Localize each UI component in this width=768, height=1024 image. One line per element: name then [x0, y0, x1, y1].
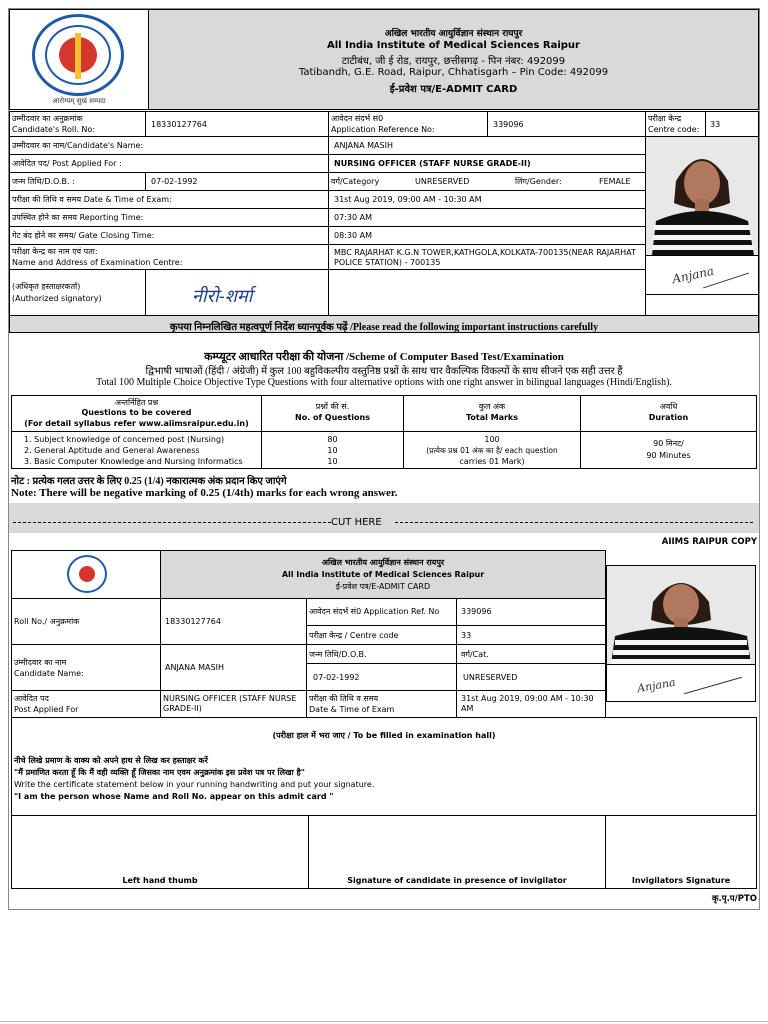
copy-cat-value-cell	[456, 663, 606, 691]
copy-card-title: ई-प्रवेश पत्र/E-ADMIT CARD	[335, 582, 431, 591]
invigilator-signature-label: Invigilators Signature	[631, 876, 731, 885]
copy-appref-value-cell	[456, 598, 606, 626]
copy-dob-value: 07-02-1992	[313, 673, 360, 682]
marks-note-1: (प्रत्येक प्रश्न 01 अंक का है/ each question	[426, 446, 558, 455]
copy-name-label-cell	[11, 644, 161, 691]
copy-date-label-english: Date & Time of Exam	[309, 705, 395, 714]
copy-appref-label-cell	[306, 598, 457, 626]
institute-english-address: Tatibandh, G.E. Road, Raipur, Chhatisgarh – Pin Code: 492099	[298, 67, 609, 78]
name-label: उम्मीदवार का नाम/Candidate's Name:	[12, 141, 144, 150]
cut-line-right	[395, 522, 753, 523]
reporting-label-cell	[9, 208, 329, 227]
logo-motto: आरोग्यम् सुखं सम्पदा	[52, 97, 106, 105]
centre-address-label-english: Name and Address of Examination Centre:	[12, 258, 183, 267]
roll-label-cell	[9, 111, 146, 137]
auth-label-english: (Authorized signatory)	[12, 294, 102, 303]
post-value: NURSING OFFICER (STAFF NURSE GRADE-II)	[334, 159, 531, 168]
reporting-value-cell	[328, 208, 646, 227]
copy-dob-value-cell	[306, 663, 457, 691]
copy-appref-value: 339096	[461, 607, 492, 616]
gate-value: 08:30 AM	[334, 231, 372, 240]
centre-value-cell	[705, 111, 759, 137]
roll-label-hindi: उम्मीदवार का अनुक्रमांक	[12, 114, 83, 123]
post-label: आवेदित पद/ Post Applied For :	[12, 159, 122, 168]
copy-signature-cell	[606, 664, 756, 702]
authorized-signature: नीरो-शर्मा	[192, 286, 253, 307]
institute-hindi-name: अखिल भारतीय आयुर्विज्ञान संस्थान रायपुर	[384, 29, 523, 39]
duration-hindi: 90 मिनट/	[653, 439, 684, 448]
copy-logo-cell	[11, 550, 161, 599]
th-duration-hindi: अवधि	[659, 402, 678, 411]
th-questions-sub: (For detail syllabus refer www.aiimsraipur.edu.in)	[24, 419, 249, 428]
subject-row-1: 1. Subject knowledge of concerned post (Nursing)	[24, 435, 225, 444]
copy-centre-value: 33	[461, 631, 472, 640]
copy-post-value: NURSING OFFICER (STAFF NURSE GRADE-II)	[163, 694, 297, 713]
exam-date-value: 31st Aug 2019, 09:00 AM - 10:30 AM	[334, 195, 482, 204]
td-marks	[403, 431, 581, 469]
copy-date-value-cell	[456, 690, 606, 718]
category-label: वर्ग/Category	[331, 177, 380, 186]
appref-label-hindi: आवेदन संदर्भ सं0	[331, 114, 384, 123]
roll-value: 18330127764	[151, 120, 207, 129]
copy-post-label-hindi: आवेदित पद	[14, 694, 49, 703]
copy-date-label-hindi: परीक्षा की तिथि व समय	[309, 694, 379, 703]
exam-date-label: परीक्षा की तिथि व समय Date & Time of Exam:	[12, 195, 172, 204]
candidate-signature-cell	[645, 255, 759, 295]
copy-appref-label: आवेदन संदर्भ सं0 Application Ref. No	[309, 607, 440, 616]
td-counts	[261, 431, 404, 469]
gate-value-cell	[328, 226, 646, 245]
th-marks-hindi: कुल अंक	[478, 402, 506, 411]
admit-card-title: ई-प्रवेश पत्र/E-ADMIT CARD	[389, 84, 518, 95]
gate-label: गेट बंद होने का समय/ Gate Closing Time:	[12, 231, 155, 240]
exam-date-value-cell	[328, 190, 646, 209]
candidate-signature-label: Signature of candidate in presence of invigilator	[347, 876, 567, 885]
note-english: Note: There will be negative marking of 0.25 (1/4th) marks for each wrong answer.	[11, 487, 398, 499]
copy-name-value: ANJANA MASIH	[165, 663, 224, 672]
category-gender-cell	[328, 172, 646, 191]
roll-value-cell	[145, 111, 329, 137]
scheme-hindi: द्विभाषी भाषाओं (हिंदी / अंग्रेजी) में कुल 100 बहुविकल्पीय वस्तुनिष्ठ प्रश्नों के साथ चार वैकल्पिक विकल्पों के साथ सीजने एक सही उत्तर हैं	[145, 366, 623, 377]
candidate-signature: Anjana	[671, 263, 716, 287]
th-marks	[403, 395, 581, 432]
centre-value: 33	[710, 120, 721, 129]
copy-date-label-cell	[306, 690, 457, 718]
certificate-block	[11, 717, 757, 816]
copy-aiims-logo-icon	[67, 555, 107, 593]
copy-centre-value-cell	[456, 625, 606, 645]
copy-cat-label: वर्ग/Cat.	[461, 650, 489, 659]
instructions-banner	[9, 315, 759, 333]
category-value: UNRESERVED	[415, 177, 470, 186]
copy-name-label-hindi: उम्मीदवार का नाम	[14, 658, 67, 667]
certificate-english-1: Write the certificate statement below in your running handwriting and put your signature.	[14, 780, 375, 789]
subject-row-2: 2. General Aptitude and General Awareness	[24, 446, 200, 455]
copy-name-label-english: Candidate Name:	[14, 669, 84, 678]
copy-label: AIIMS RAIPUR COPY	[661, 537, 757, 547]
reporting-value: 07:30 AM	[334, 213, 372, 222]
centre-address-value-cell	[328, 244, 646, 270]
note-hindi: नोट : प्रत्येक गलत उत्तर के लिए 0.25 (1/4) नकारात्मक अंक प्रदान किए जाएंगे	[11, 476, 287, 487]
roll-label-english: Candidate's Roll. No:	[12, 125, 96, 134]
th-marks-english: Total Marks	[465, 413, 519, 422]
dob-label: जन्म तिथि/D.O.B. :	[12, 177, 75, 186]
centre-address-label-hindi: परीक्षा केन्द्र का नाम एवं पता:	[12, 247, 98, 256]
auth-signature-cell	[145, 269, 329, 316]
marks-total: 100	[484, 435, 500, 444]
auth-label-cell	[9, 269, 146, 316]
copy-cat-label-cell	[456, 644, 606, 664]
count-row-2: 10	[327, 446, 338, 455]
count-row-3: 10	[327, 457, 338, 466]
reporting-label: उपस्थित होने का समय Reporting Time:	[12, 213, 144, 222]
certificate-english-2: "I am the person whose Name and Roll No. appear on this admit card "	[14, 792, 334, 801]
name-label-cell	[9, 136, 329, 155]
invigilator-signature-box	[605, 815, 757, 889]
th-questions-hindi: अन्तर्निहित प्रश्न	[114, 398, 159, 407]
centre-address-value: MBC RAJARHAT K.G.N TOWER,KATHGOLA,KOLKATA-700135(NEAR RAJARHAT POLICE STATION) - 700135	[334, 248, 636, 267]
copy-roll-value-cell	[160, 598, 307, 645]
post-value-cell	[328, 154, 646, 173]
copy-signature-stroke	[684, 677, 742, 694]
copy-post-label-english: Post Applied For	[14, 705, 79, 714]
copy-english-name: All India Institute of Medical Sciences Raipur	[281, 570, 485, 579]
gender-label: लिंग/Gender:	[515, 177, 562, 186]
candidate-photo	[645, 136, 759, 256]
certificate-hindi-1: नीचे लिखे प्रमाण के वाक्य को अपने हाथ से लिख कर हस्ताक्षर करें	[14, 756, 208, 765]
centre-address-label-cell	[9, 244, 329, 270]
blank-right-cell	[645, 294, 759, 316]
copy-centre-label-cell	[306, 625, 457, 645]
auth-blank-cell	[328, 269, 646, 316]
copy-date-value: 31st Aug 2019, 09:00 AM - 10:30 AM	[461, 694, 594, 713]
th-questions-english: Questions to be covered	[81, 408, 192, 417]
th-count-english: No. of Questions	[295, 413, 370, 422]
cut-here-text: CUT HERE	[331, 517, 382, 528]
aiims-logo-icon	[32, 14, 124, 96]
copy-cat-value: UNRESERVED	[463, 673, 518, 682]
post-label-cell	[9, 154, 329, 173]
institute-hindi-address: टाटीबंध, जी ई रोड, रायपुर, छत्तीसगढ़ - पिन नंबर: 492099	[341, 56, 566, 67]
th-count	[261, 395, 404, 432]
cut-line-left	[13, 522, 331, 523]
fill-in-hall-note: (परीक्षा हाल में भरा जाए / To be filled in examination hall)	[272, 731, 496, 740]
instructions-banner-text: कृपया निम्नलिखित महत्वपूर्ण निर्देश ध्यानपूर्वक पढ़ें /Please read the following important instructions carefully	[169, 322, 599, 333]
copy-roll-value: 18330127764	[165, 617, 221, 626]
gate-label-cell	[9, 226, 329, 245]
certificate-hindi-2: "मैं प्रमाणित करता हूँ कि मैं वही व्यक्ति हूँ जिसका नाम एवम अनुक्रमांक इस प्रवेश पत्र पर लिखा है"	[14, 768, 305, 777]
copy-post-value-cell	[160, 690, 307, 718]
copy-post-label-cell	[11, 690, 161, 718]
copy-header	[160, 550, 606, 599]
copy-dob-label-cell	[306, 644, 457, 664]
copy-candidate-signature: Anjana	[636, 675, 677, 696]
cut-here-band	[9, 503, 759, 533]
copy-dob-label: जन्म तिथि/D.O.B.	[309, 650, 367, 659]
institute-english-name: All India Institute of Medical Sciences Raipur	[327, 40, 580, 51]
appref-label-cell	[328, 111, 488, 137]
left-thumb-box	[11, 815, 309, 889]
appref-value: 339096	[493, 120, 524, 129]
scheme-english: Total 100 Multiple Choice Objective Type Questions with four alternative options with one right answer in bilingual languages (Hindi/English).	[96, 377, 672, 388]
scheme-title: कम्प्यूटर आधारित परीक्षा की योजना /Scheme of Computer Based Test/Examination	[204, 351, 564, 363]
copy-candidate-photo	[606, 565, 756, 665]
auth-label-hindi: (अधिकृत हस्ताक्षरकर्ता)	[12, 282, 81, 291]
centre-label-english: Centre code:	[648, 125, 700, 134]
td-subjects	[11, 431, 262, 469]
name-value-cell	[328, 136, 646, 155]
copy-roll-label-cell	[11, 598, 161, 645]
th-questions	[11, 395, 262, 432]
marks-note-2: carries 01 Mark)	[459, 457, 525, 466]
appref-label-english: Application Reference No:	[331, 125, 435, 134]
copy-hindi-name: अखिल भारतीय आयुर्विज्ञान संस्थान रायपुर	[321, 558, 445, 567]
th-duration-english: Duration	[648, 413, 689, 422]
centre-label-cell	[645, 111, 706, 137]
header-title-block	[148, 9, 759, 110]
candidate-signature-box	[308, 815, 606, 889]
gender-value: FEMALE	[599, 177, 631, 186]
th-count-hindi: प्रश्नों की सं.	[315, 402, 350, 411]
dob-value: 07-02-1992	[151, 177, 198, 186]
appref-value-cell	[487, 111, 646, 137]
subject-row-3: 3. Basic Computer Knowledge and Nursing Informatics	[24, 457, 243, 466]
copy-name-value-cell	[160, 644, 307, 691]
pto-label: कृ.पृ.प/PTO	[711, 894, 757, 904]
left-thumb-label: Left hand thumb	[122, 876, 198, 885]
copy-roll-label: Roll No./ अनुक्रमांक	[14, 617, 80, 626]
logo-cell	[9, 9, 149, 110]
dob-label-cell	[9, 172, 146, 191]
count-row-1: 80	[327, 435, 338, 444]
centre-label-hindi: परीक्षा केन्द्र	[648, 114, 682, 123]
th-duration	[580, 395, 757, 432]
exam-date-label-cell	[9, 190, 329, 209]
copy-centre-label: परीक्षा केन्द्र / Centre code	[309, 631, 399, 640]
td-duration	[580, 431, 757, 469]
duration-english: 90 Minutes	[646, 451, 691, 460]
dob-value-cell	[145, 172, 329, 191]
page-bottom-rule	[0, 1021, 768, 1022]
candidate-name: ANJANA MASIH	[334, 141, 393, 150]
